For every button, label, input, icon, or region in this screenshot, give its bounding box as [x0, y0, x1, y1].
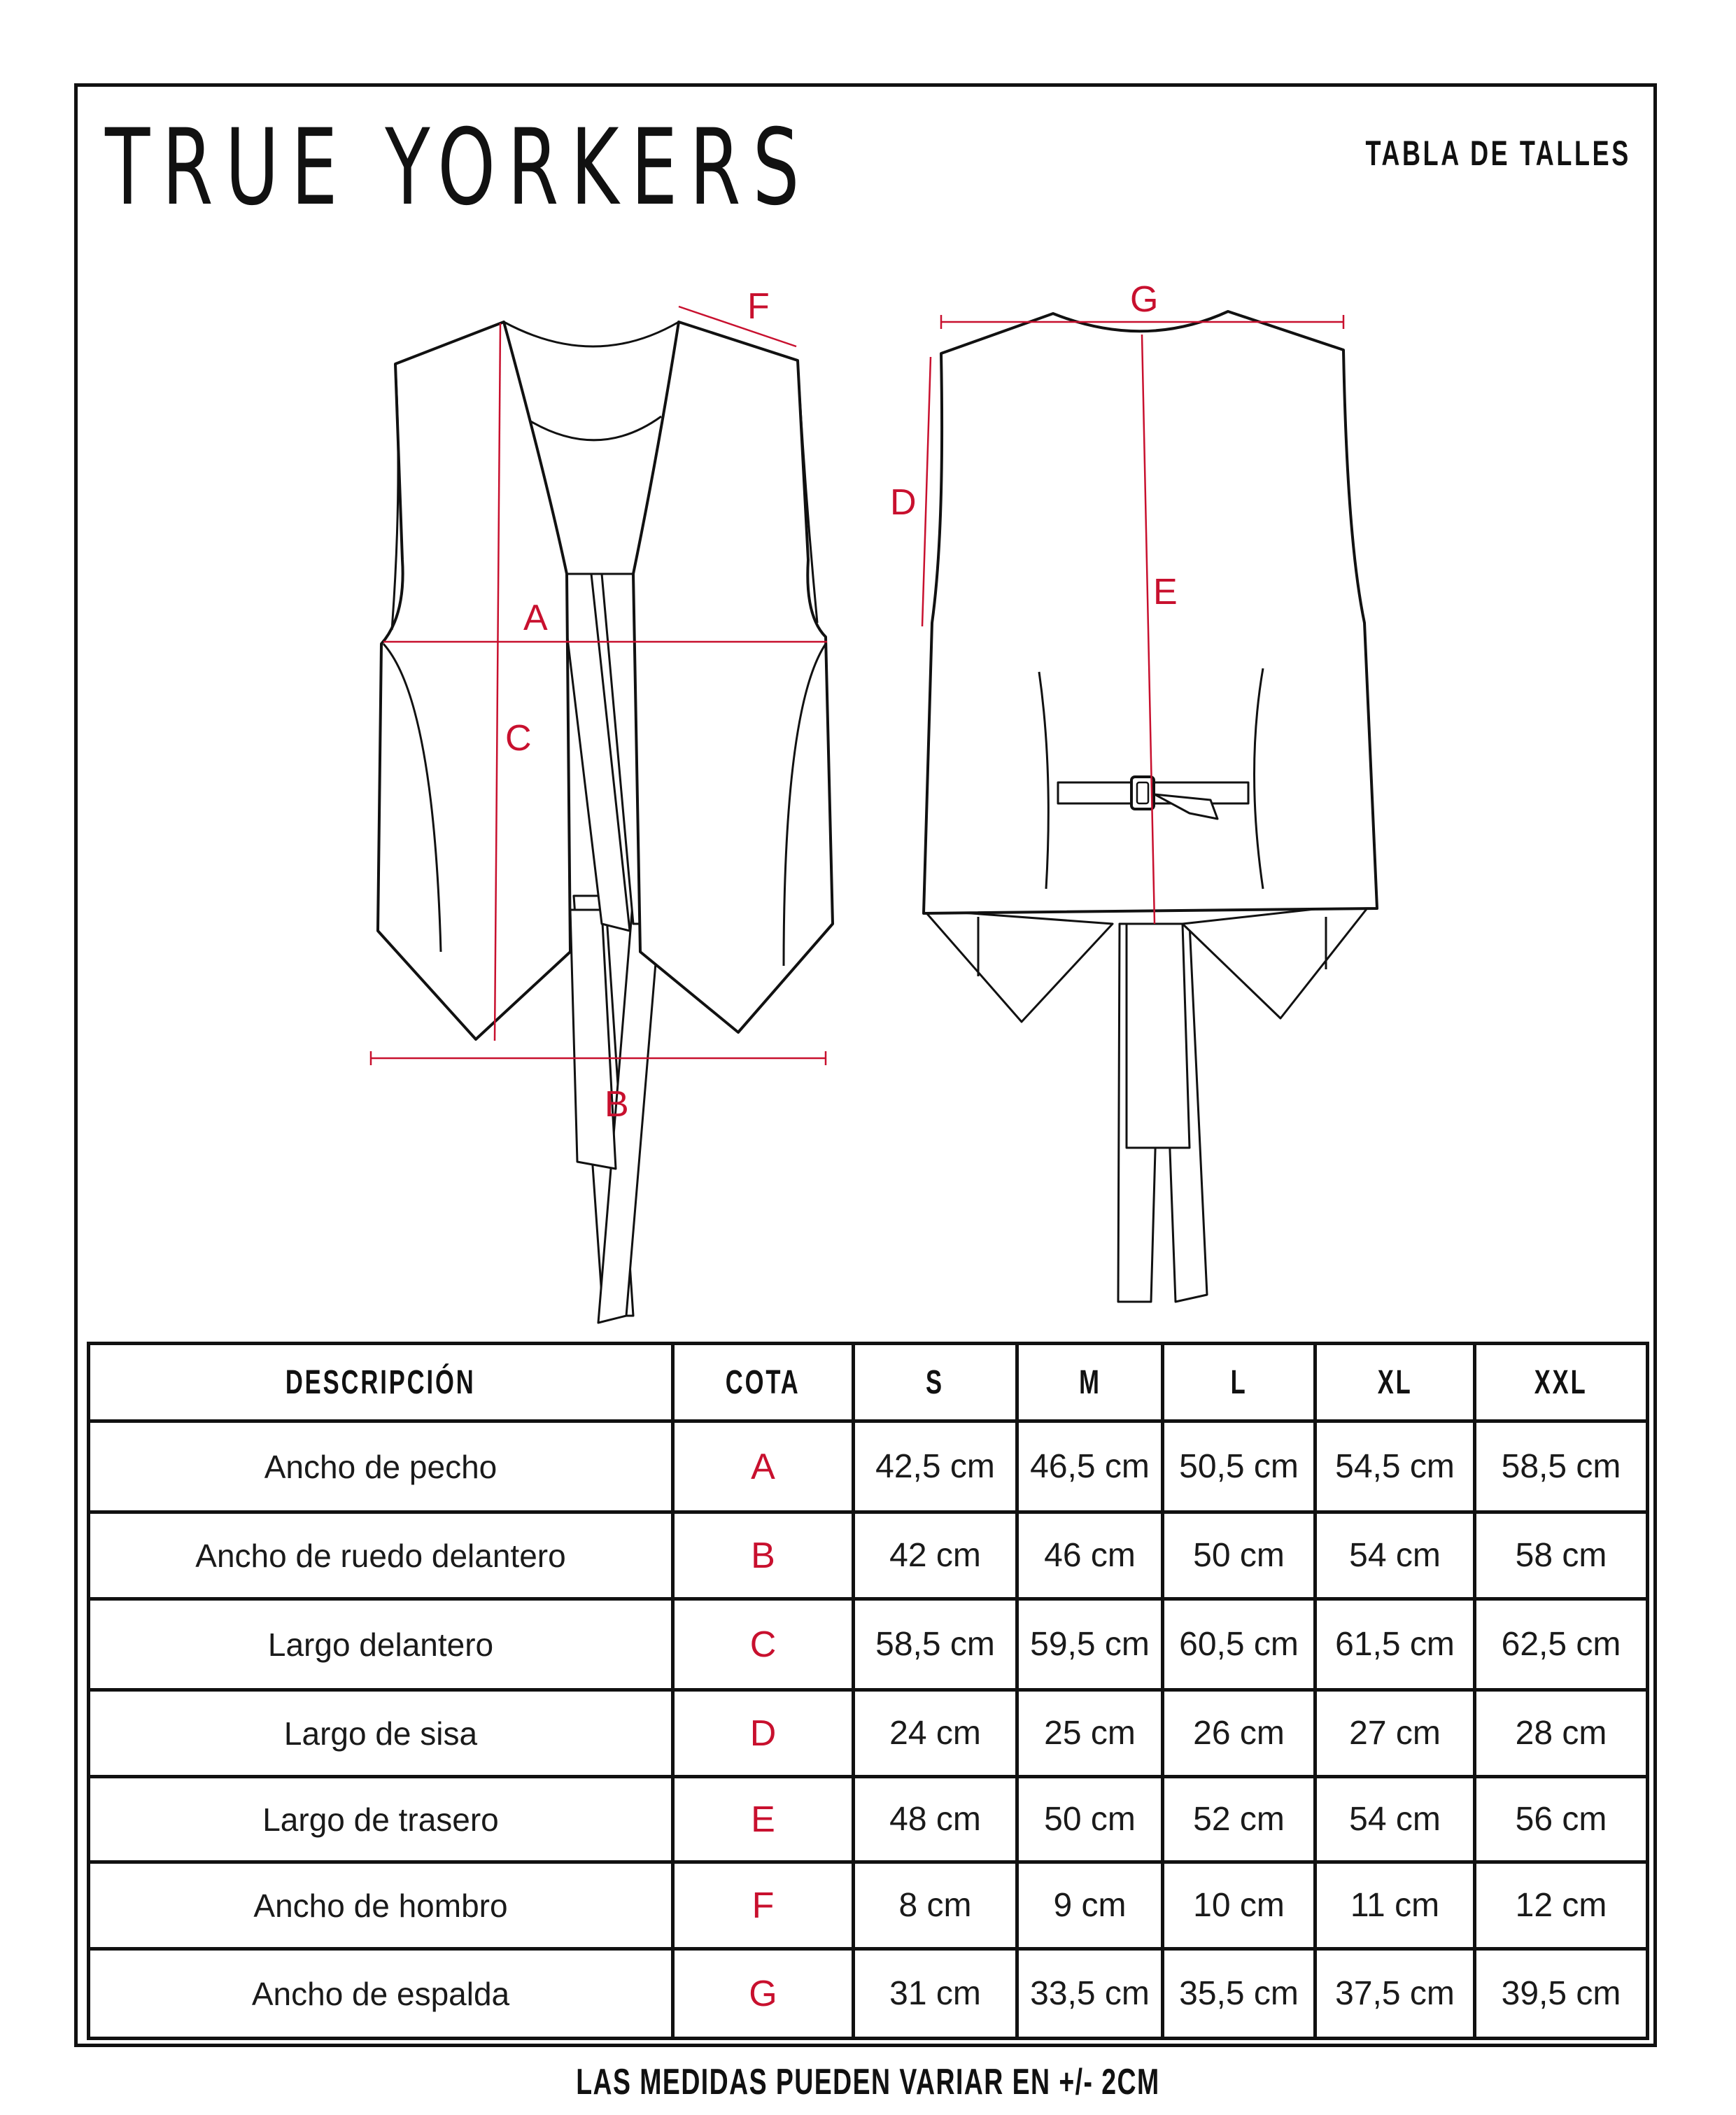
row-cota: C	[673, 1599, 854, 1690]
row-value-xxl: 62,5 cm	[1475, 1599, 1648, 1690]
row-value-xl: 37,5 cm	[1315, 1949, 1475, 2039]
row-description: Largo de trasero	[89, 1777, 673, 1862]
row-value-l: 60,5 cm	[1163, 1599, 1315, 1690]
table-row	[89, 1777, 1648, 1862]
table-row	[89, 1949, 1648, 2039]
row-value-xl: 27 cm	[1315, 1690, 1475, 1777]
brand-title: TRUE YORKERS	[105, 107, 812, 229]
front-vest-drawing	[378, 322, 833, 1323]
row-description: Largo de sisa	[89, 1690, 673, 1777]
row-value-m: 9 cm	[1017, 1862, 1163, 1949]
table-row	[89, 1512, 1648, 1599]
row-value-s: 42,5 cm	[854, 1421, 1017, 1512]
table-row	[89, 1599, 1648, 1690]
row-value-xl: 11 cm	[1315, 1862, 1475, 1949]
measurement-tolerance-note: LAS MEDIDAS PUEDEN VARIAR EN +/- 2CM	[576, 2062, 1160, 2102]
row-value-l: 35,5 cm	[1163, 1949, 1315, 2039]
row-cota: A	[673, 1421, 854, 1512]
row-value-m: 25 cm	[1017, 1690, 1163, 1777]
row-value-m: 33,5 cm	[1017, 1949, 1163, 2039]
front-armhole-left	[392, 364, 398, 630]
header-size-s: S	[854, 1344, 1017, 1421]
row-value-m: 59,5 cm	[1017, 1599, 1163, 1690]
row-value-xxl: 12 cm	[1475, 1862, 1648, 1949]
row-description: Ancho de ruedo delantero	[89, 1512, 673, 1599]
back-front-flap-left	[924, 910, 1113, 1022]
row-description: Largo delantero	[89, 1599, 673, 1690]
row-value-s: 58,5 cm	[854, 1599, 1017, 1690]
row-value-xxl: 56 cm	[1475, 1777, 1648, 1862]
row-value-xl: 54 cm	[1315, 1777, 1475, 1862]
row-description: Ancho de espalda	[89, 1949, 673, 2039]
row-value-s: 31 cm	[854, 1949, 1017, 2039]
back-belt-buckle-inner	[1137, 782, 1148, 803]
size-chart-table	[87, 1342, 1649, 2040]
header-cota: COTA	[673, 1344, 854, 1421]
row-value-xl: 61,5 cm	[1315, 1599, 1475, 1690]
header-size-xxl: XXL	[1475, 1344, 1648, 1421]
row-value-l: 50,5 cm	[1163, 1421, 1315, 1512]
label-g: G	[1130, 279, 1159, 320]
table-row	[89, 1690, 1648, 1777]
row-value-m: 50 cm	[1017, 1777, 1163, 1862]
back-tie-short	[1127, 924, 1190, 1148]
header-size-xl: XL	[1315, 1344, 1475, 1421]
row-cota: D	[673, 1690, 854, 1777]
row-description: Ancho de pecho	[89, 1421, 673, 1512]
header-description: DESCRIPCIÓN	[89, 1344, 673, 1421]
row-value-l: 52 cm	[1163, 1777, 1315, 1862]
row-value-s: 24 cm	[854, 1690, 1017, 1777]
row-cota: E	[673, 1777, 854, 1862]
row-value-xl: 54 cm	[1315, 1512, 1475, 1599]
table-row	[89, 1862, 1648, 1949]
header-size-l: L	[1163, 1344, 1315, 1421]
document-title: TABLA DE TALLES	[1365, 134, 1631, 173]
label-e: E	[1153, 572, 1178, 612]
row-value-xxl: 28 cm	[1475, 1690, 1648, 1777]
row-value-l: 26 cm	[1163, 1690, 1315, 1777]
label-b: B	[605, 1084, 629, 1125]
label-f: F	[747, 286, 770, 327]
back-vest-drawing	[924, 311, 1377, 1302]
label-d: D	[890, 482, 917, 523]
row-value-m: 46 cm	[1017, 1512, 1163, 1599]
row-value-m: 46,5 cm	[1017, 1421, 1163, 1512]
row-value-s: 48 cm	[854, 1777, 1017, 1862]
back-front-flap-right	[1183, 903, 1371, 1018]
row-value-xxl: 39,5 cm	[1475, 1949, 1648, 2039]
row-value-l: 10 cm	[1163, 1862, 1315, 1949]
row-cota: B	[673, 1512, 854, 1599]
back-main-panel	[924, 311, 1377, 913]
measure-line-d	[922, 357, 931, 626]
row-cota: G	[673, 1949, 854, 2039]
header-size-m: M	[1017, 1344, 1163, 1421]
row-value-l: 50 cm	[1163, 1512, 1315, 1599]
row-value-s: 42 cm	[854, 1512, 1017, 1599]
row-cota: F	[673, 1862, 854, 1949]
table-header-row	[89, 1344, 1648, 1421]
row-description: Ancho de hombro	[89, 1862, 673, 1949]
row-value-xxl: 58 cm	[1475, 1512, 1648, 1599]
label-c: C	[505, 718, 532, 759]
row-value-xxl: 58,5 cm	[1475, 1421, 1648, 1512]
row-value-xl: 54,5 cm	[1315, 1421, 1475, 1512]
row-value-s: 8 cm	[854, 1862, 1017, 1949]
table-row	[89, 1421, 1648, 1512]
label-a: A	[523, 598, 548, 638]
